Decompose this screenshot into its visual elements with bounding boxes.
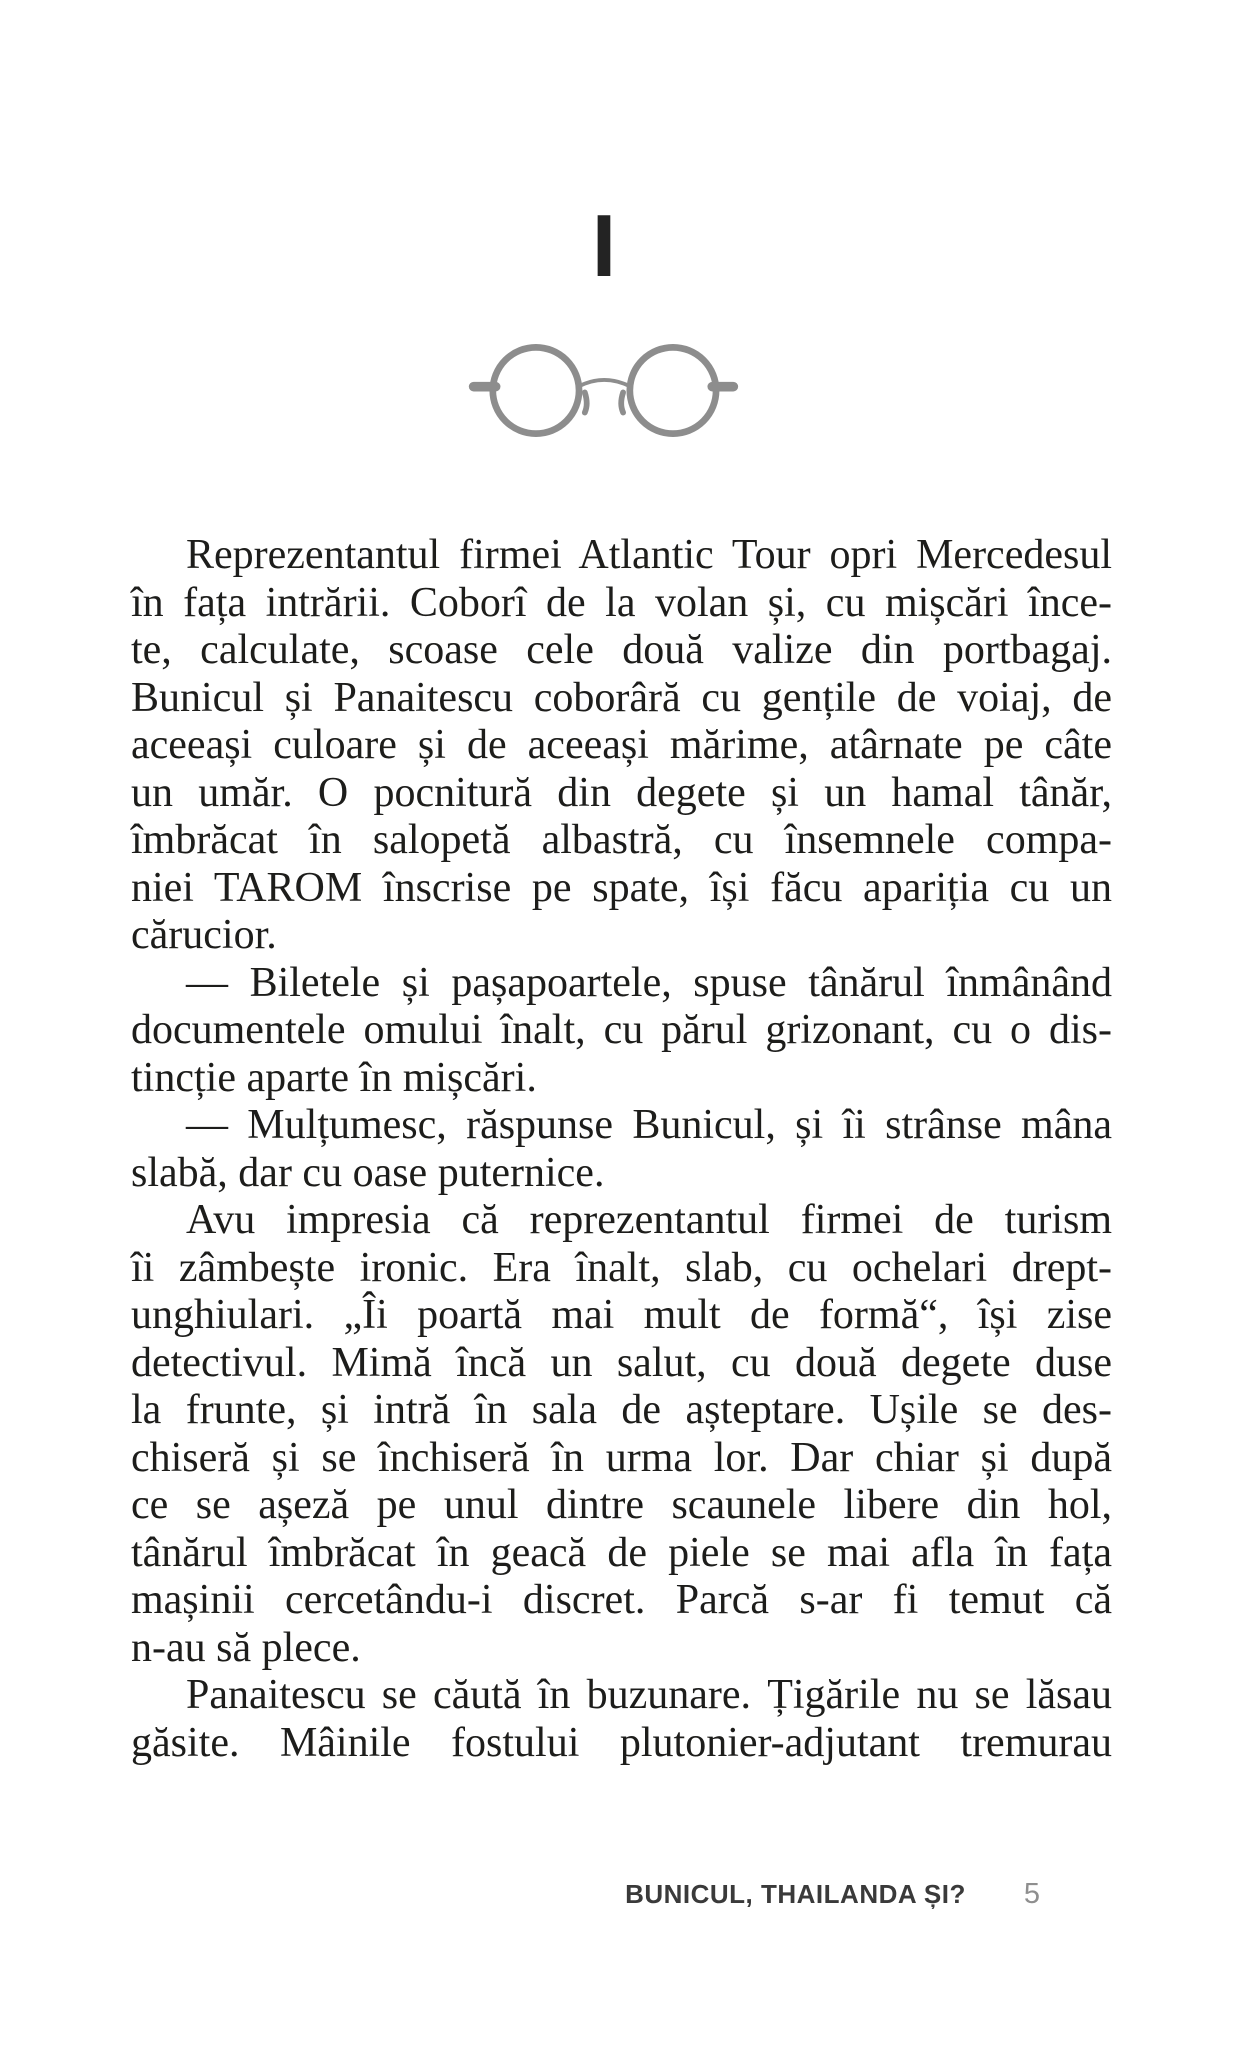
text-line: ce se așeză pe unul dintre scaunele libere din hol, [131,1482,1112,1528]
text-line: slabă, dar cu oase puternice. [131,1149,605,1196]
text-line: la frunte, și intră în sala de așteptare. Ușile se des- [131,1387,1112,1433]
text-line: Bunicul și Panaitescu coborâră cu gențile de voiaj, de [131,674,1112,721]
text-line: n-au să plece. [131,1624,361,1671]
text-line: Reprezentantul firmei Atlantic Tour opri Mercedesul [186,532,1112,578]
text-line: niei TAROM înscrise pe spate, își făcu apariția cu un [131,864,1112,911]
text-line: chiseră și se închiseră în urma lor. Dar chiar și după [131,1434,1112,1481]
text-line: îmbrăcat în salopetă albastră, cu însemnele compa- [131,817,1112,863]
text-line: Avu impresia că reprezentantul firmei de turism [186,1197,1112,1243]
text-line: tânărul îmbrăcat în geacă de piele se mai afla în fața [131,1529,1112,1576]
text-line: Panaitescu se căută în buzunare. Țigările nu se lăsau [186,1672,1112,1718]
text-line: îi zâmbește ironic. Era înalt, slab, cu ochelari drept- [131,1244,1112,1291]
footer-book-title: BUNICUL, THAILANDA ȘI? [625,1879,966,1909]
text-line: te, calculate, scoase cele două valize din portbagaj. [131,627,1112,673]
text-line: mașinii cercetându-i discret. Parcă s-ar fi temut că [131,1577,1112,1623]
text-line: detectivul. Mimă încă un salut, cu două degete duse [131,1339,1112,1386]
text-line: documentele omului înalt, cu părul grizonant, cu o dis- [131,1007,1112,1053]
text-line: cărucior. [131,912,277,958]
page-footer [131,1878,1040,1911]
text-line: găsite. Mâinile fostului plutonier-adjutant tremurau [131,1719,1112,1766]
body-text [131,532,1112,1767]
eyeglasses-icon [453,333,753,448]
footer-page-number: 5 [1023,1878,1040,1910]
text-line: un umăr. O pocnitură din degete și un hamal tânăr, [131,769,1112,816]
text-line: tincție aparte în mișcări. [131,1054,537,1101]
text-line: în fața intrării. Coborî de la volan și, cu mișcări înce- [131,579,1112,626]
text-line: — Mulțumesc, răspunse Bunicul, și îi strânse mâna [186,1102,1112,1148]
text-line: unghiulari. „Îi poartă mai mult de formă“, își zise [131,1292,1112,1338]
text-line: aceeași culoare și de aceeași mărime, atârnate pe câte [131,722,1112,768]
chapter-number: I [591,196,617,295]
text-line: — Biletele și pașapoartele, spuse tânărul înmânând [186,959,1112,1006]
